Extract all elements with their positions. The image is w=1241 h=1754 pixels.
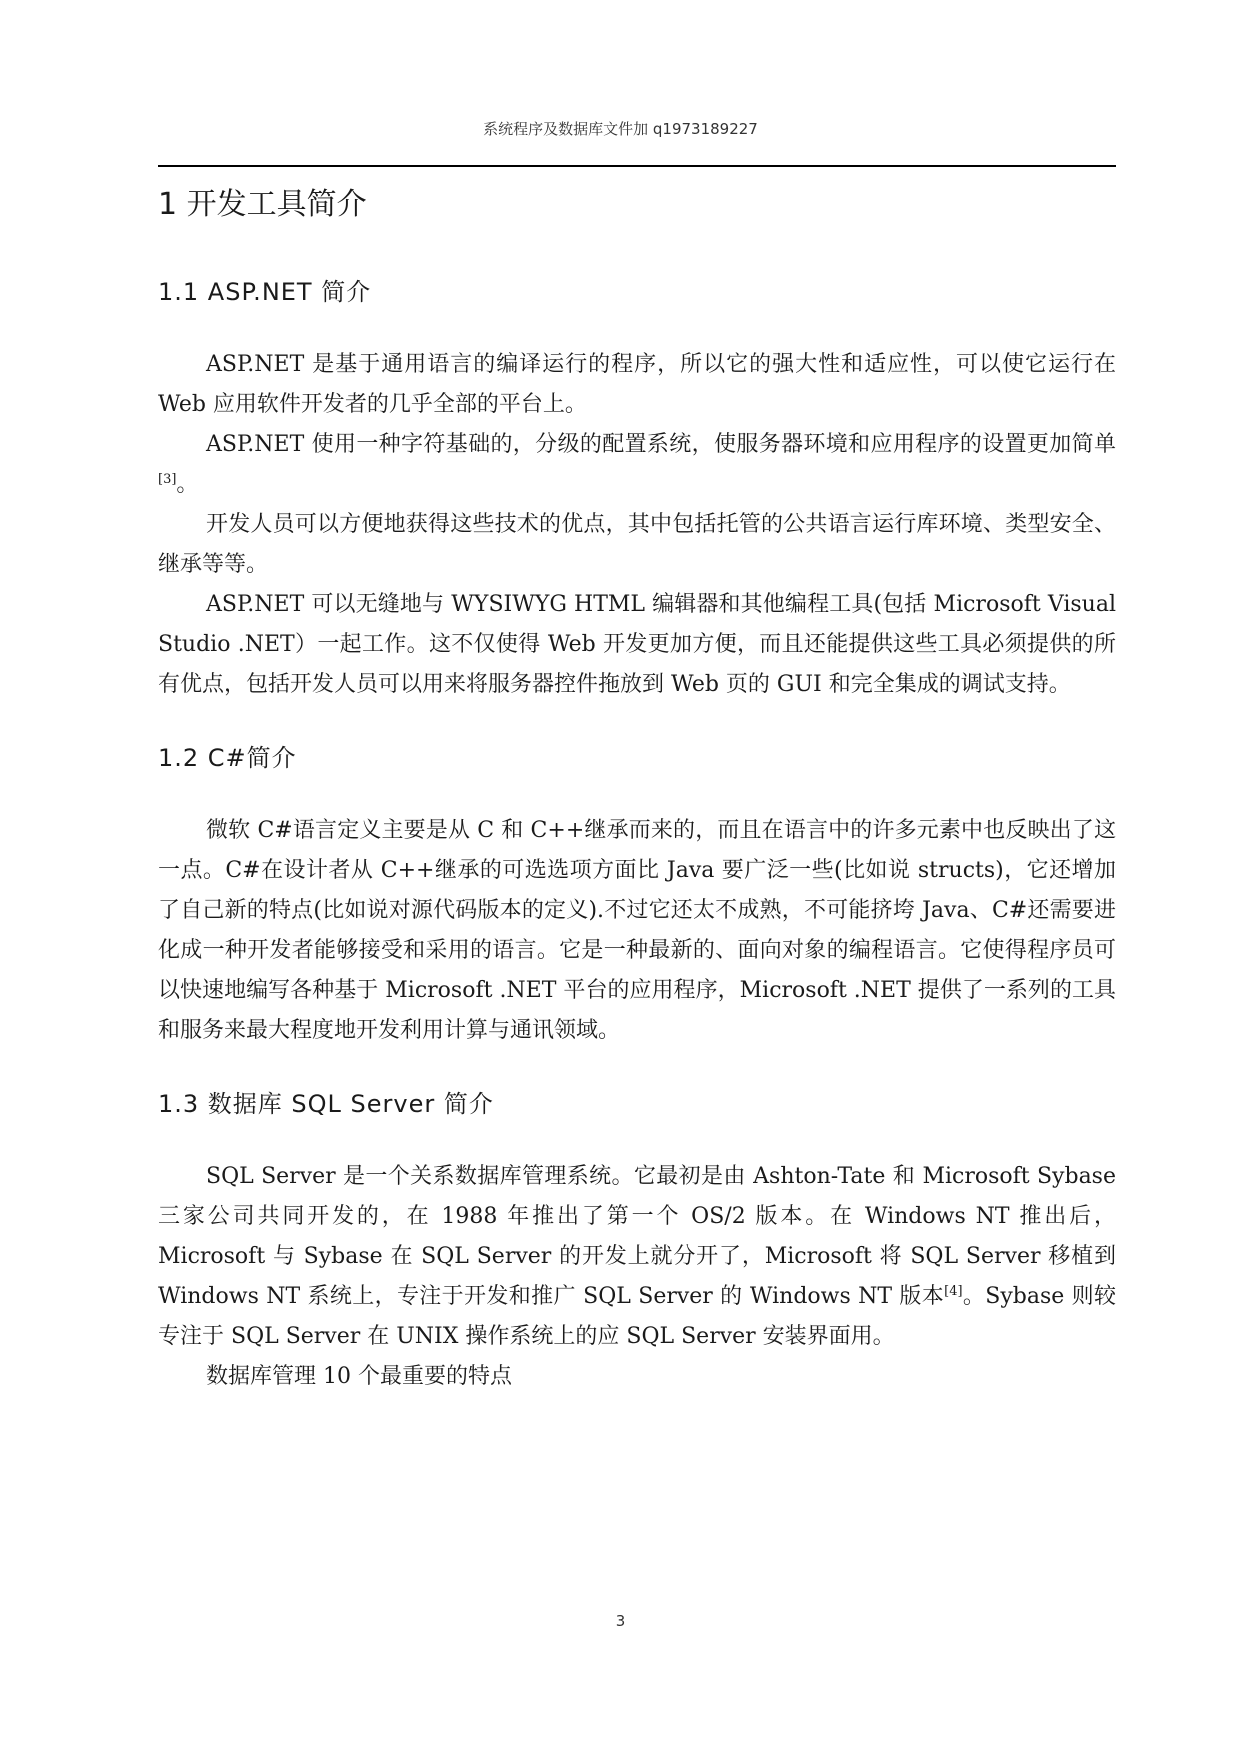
page-number: 3 (615, 1612, 626, 1630)
section-title: 1.1 ASP.NET 简介 (158, 278, 372, 306)
section-title: 1.2 C#简介 (158, 744, 297, 772)
paragraph: ASP.NET 使用一种字符基础的，分级的配置系统，使服务器环境和应用程序的设置更加简单[3]。 (158, 432, 1116, 497)
section-sql-server (158, 1079, 1116, 1397)
citation-marker: [4] (944, 1284, 963, 1299)
paragraph: 开发人员可以方便地获得这些技术的优点，其中包括托管的公共语言运行库环境、类型安全、继承等等。 (158, 512, 1116, 577)
paragraph: 微软 C#语言定义主要是从 C 和 C++继承而来的，而且在语言中的许多元素中也反映出了这一点。C#在设计者从 C++继承的可选选项方面比 Java 要广泛一些(比如说 structs)，它还增加了自己新的特点(比如说对源代码版本的定义).不过它还太不成熟，不可能挤垮 Java、C#还需要进化成一种开发者能够接受和采用的语言。它是一种最新的、面向对象的编程语言。它使得程序员可以快速地编写各种基于 Microsoft .NET 平台的应用程序，Microsoft .NET 提供了一系列的工具和服务来最大程度地开发利用计算与通讯领域。 (158, 818, 1116, 1043)
chapter-title: 1 开发工具简介 (158, 187, 367, 222)
page-header: 系统程序及数据库文件加 q1973189227 (483, 120, 758, 138)
paragraph: 数据库管理 10 个最重要的特点 (206, 1364, 512, 1389)
section-title: 1.3 数据库 SQL Server 简介 (158, 1090, 494, 1118)
section-aspnet (158, 267, 1116, 705)
paragraph: ASP.NET 是基于通用语言的编译运行的程序，所以它的强大性和适应性，可以使它运行在 Web 应用软件开发者的几乎全部的平台上。 (158, 352, 1116, 417)
citation-marker: [3] (158, 472, 177, 487)
document-body (158, 175, 1116, 1397)
paragraph: SQL Server 是一个关系数据库管理系统。它最初是由 Ashton-Tate 和 Microsoft Sybase 三家公司共同开发的，在 1988 年推出了第一个 OS/2 版本。在 Windows NT 推出后，Microsoft 与 Sybase 在 SQL Server 的开发上就分开了，Microsoft 将 SQL Server 移植到 Windows NT 系统上，专注于开发和推广 SQL Server 的 Windows NT 版本[4]。Sybase 则较专注于 SQL Server 在 UNIX 操作系统上的应 SQL Server 安装界面用。 (158, 1164, 1116, 1349)
header-rule (158, 165, 1116, 167)
section-csharp (158, 733, 1116, 1051)
paragraph: ASP.NET 可以无缝地与 WYSIWYG HTML 编辑器和其他编程工具(包括 Microsoft Visual Studio .NET）一起工作。这不仅使得 Web 开发更加方便，而且还能提供这些工具必须提供的所有优点，包括开发人员可以用来将服务器控件拖放到 Web 页的 GUI 和完全集成的调试支持。 (158, 592, 1116, 697)
